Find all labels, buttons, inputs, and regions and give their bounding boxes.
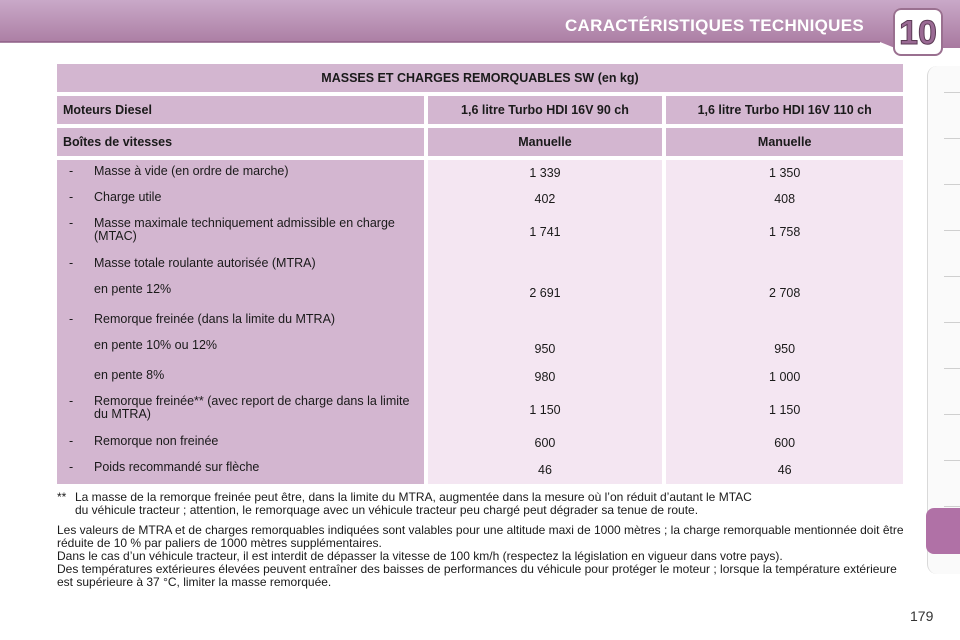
row-label: Poids recommandé sur flèche xyxy=(94,460,260,474)
row-value-90ch xyxy=(428,252,667,278)
side-tab-active[interactable] xyxy=(926,508,960,554)
row-value-90ch: 950 xyxy=(428,334,667,364)
chapter-number: 10 xyxy=(899,14,937,52)
row-label-cell xyxy=(57,334,428,364)
table-row xyxy=(57,364,903,390)
row-label-cell xyxy=(57,278,428,308)
towing-mass-table xyxy=(57,64,903,484)
row-label: Remorque non freinée xyxy=(94,434,219,448)
header-swoosh xyxy=(0,40,900,50)
gearbox-col-1: Manuelle xyxy=(428,128,667,156)
row-value-110ch: 1 758 xyxy=(666,212,903,252)
row-value-110ch xyxy=(666,308,903,334)
row-value-90ch: 980 xyxy=(428,364,667,390)
row-value-110ch: 1 150 xyxy=(666,390,903,430)
gearbox-label: Boîtes de vitesses xyxy=(57,128,428,156)
row-dash: - xyxy=(69,190,74,204)
footnote xyxy=(57,491,905,517)
row-label-cell xyxy=(57,430,428,456)
note-paragraph-speed: Dans le cas d’un véhicule tracteur, il est interdit de dépasser la vitesse de 100 km/h (respectez la législation en vigueur dans votre pays). xyxy=(57,549,783,563)
table-row xyxy=(57,334,903,364)
row-label-cell xyxy=(57,364,428,390)
side-tab-divider xyxy=(944,460,960,461)
table-row xyxy=(57,212,903,252)
row-dash: - xyxy=(69,394,74,408)
row-label: en pente 8% xyxy=(94,368,165,382)
table-row xyxy=(57,430,903,456)
row-value-110ch: 408 xyxy=(666,186,903,212)
table-row xyxy=(57,390,903,430)
gearbox-header-row xyxy=(57,128,903,156)
row-dash: - xyxy=(69,164,74,178)
row-value-110ch: 1 000 xyxy=(666,364,903,390)
row-label-cell xyxy=(57,160,428,186)
row-value-110ch: 46 xyxy=(666,456,903,484)
row-value-90ch: 402 xyxy=(428,186,667,212)
row-value-110ch xyxy=(666,252,903,278)
side-tab-divider xyxy=(944,506,960,507)
note-paragraph-altitude: Les valeurs de MTRA et de charges remorquables indiquées sont valables pour une altitude maxi de 1000 mètres ; la charge remorquable mentionnée doit être réduite de 10 % par paliers de 1000 mètres supplémentaires. xyxy=(57,523,904,550)
row-label: en pente 10% ou 12% xyxy=(94,338,218,352)
notes-block xyxy=(57,524,905,589)
row-value-90ch: 2 691 xyxy=(428,278,667,308)
note-paragraph-temperature: Des températures extérieures élevées peuvent entraîner des baisses de performances du véhicule pour protéger le moteur ; lorsque la température extérieure est supérieure à 37 °C, limiter la masse remorquée. xyxy=(57,562,897,589)
table-row xyxy=(57,160,903,186)
engine-col-1: 1,6 litre Turbo HDI 16V 90 ch xyxy=(428,96,667,124)
row-dash: - xyxy=(69,256,74,270)
gearbox-col-2: Manuelle xyxy=(666,128,903,156)
side-tab-divider xyxy=(944,92,960,93)
row-label-cell xyxy=(57,390,428,430)
row-label-cell xyxy=(57,308,428,334)
footnote-line-1: La masse de la remorque freinée peut être, dans la limite du MTRA, augmentée dans la mesure où l’on réduit d’autant le MTAC xyxy=(75,490,752,504)
row-dash: - xyxy=(69,460,74,474)
row-label: Masse totale roulante autorisée (MTRA) xyxy=(94,256,316,270)
row-label-cell xyxy=(57,212,428,252)
row-value-90ch: 1 339 xyxy=(428,160,667,186)
row-value-90ch xyxy=(428,308,667,334)
table-row xyxy=(57,252,903,278)
row-label: Masse maximale techniquement admissible en charge (MTAC) xyxy=(94,216,395,243)
side-tab-divider xyxy=(944,184,960,185)
row-value-90ch: 46 xyxy=(428,456,667,484)
table-row xyxy=(57,278,903,308)
row-dash xyxy=(69,369,94,382)
row-dash xyxy=(69,283,94,296)
table-row xyxy=(57,308,903,334)
row-label-cell xyxy=(57,456,428,484)
row-label-cell xyxy=(57,186,428,212)
table-title: MASSES ET CHARGES REMORQUABLES SW (en kg) xyxy=(57,64,903,92)
row-label: Charge utile xyxy=(94,190,162,204)
side-tab-divider xyxy=(944,414,960,415)
row-value-90ch: 1 150 xyxy=(428,390,667,430)
page-number: 179 xyxy=(910,608,934,624)
row-dash: - xyxy=(69,434,74,448)
row-value-110ch: 1 350 xyxy=(666,160,903,186)
engine-col-2: 1,6 litre Turbo HDI 16V 110 ch xyxy=(666,96,903,124)
side-tab-divider xyxy=(944,138,960,139)
row-label: Remorque freinée (dans la limite du MTRA) xyxy=(94,312,336,326)
side-tab-divider xyxy=(944,322,960,323)
row-label: en pente 12% xyxy=(94,282,172,296)
row-value-90ch: 600 xyxy=(428,430,667,456)
row-dash xyxy=(69,339,94,352)
engine-header-row xyxy=(57,96,903,124)
row-value-110ch: 600 xyxy=(666,430,903,456)
row-label: Masse à vide (en ordre de marche) xyxy=(94,164,289,178)
side-tabs xyxy=(927,66,960,574)
footnote-mark: ** xyxy=(57,490,67,504)
row-value-110ch: 2 708 xyxy=(666,278,903,308)
row-value-110ch: 950 xyxy=(666,334,903,364)
row-dash: - xyxy=(69,216,74,230)
row-dash: - xyxy=(69,312,74,326)
page-title: CARACTÉRISTIQUES TECHNIQUES xyxy=(564,16,864,35)
side-tab-divider xyxy=(944,230,960,231)
footnote-line-2: du véhicule tracteur ; attention, le remorquage avec un véhicule tracteur peu chargé peut dégrader sa tenue de route. xyxy=(75,503,699,517)
chapter-badge xyxy=(893,8,943,56)
row-label-cell xyxy=(57,252,428,278)
row-value-90ch: 1 741 xyxy=(428,212,667,252)
side-tab-divider xyxy=(944,276,960,277)
table-row xyxy=(57,456,903,484)
side-tab-divider xyxy=(944,368,960,369)
table-row xyxy=(57,186,903,212)
row-label: Remorque freinée** (avec report de charge dans la limite du MTRA) xyxy=(94,394,410,421)
engine-label: Moteurs Diesel xyxy=(57,96,428,124)
